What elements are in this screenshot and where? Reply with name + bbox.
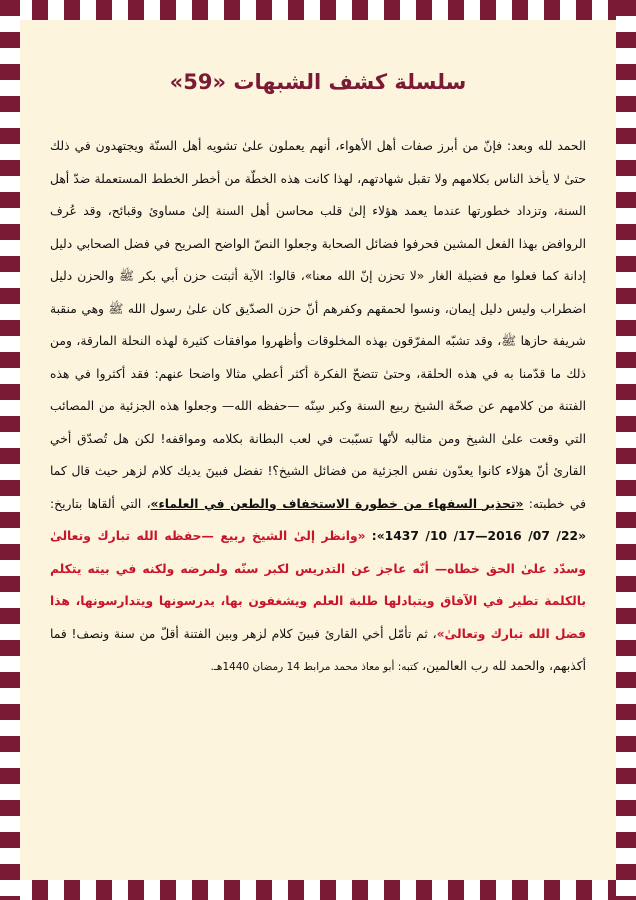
paragraph-part-3: ، ثم تأمّل أخي القارئ فبينَ كلام لزهر وبين الفتنة أقلّ من سنة ونصف! فما أكذبهم، والحمد لله رب العالمين، <box>50 626 586 673</box>
sermon-title: «تحذير السفهاء من خطورة الاستخفاف والطعن في العلماء» <box>150 496 524 511</box>
paragraph-part-2: ، التي ألقاها بتاريخ: <box>50 496 151 511</box>
red-quote: «وانظر إلىٰ الشيخ ربيع —حفظه الله تبارك وتعالىٰ وسدّد علىٰ الحق خطاه— أنّه عاجز عن التدريس لكبر سنّه ولمرضه ولكنه في بيته يتكلم بالكلمة تطير في الآفاق ويتبادلها طلبة العلم ويشغفون بها، يدرسونها ويتدارسونها، هذا فضل الله تبارك وتعالىٰ» <box>50 529 586 641</box>
page-title: سلسلة كشف الشبهات «59» <box>169 70 467 94</box>
signature: كتبه: أبو معاذ محمد مرابط 14 رمضان 1440هـ. <box>210 661 419 673</box>
date-reference: «22/ 07/ 2016—17/ 10/ 1437»: <box>371 529 587 543</box>
article-body <box>50 130 586 684</box>
paragraph-part-1: الحمد لله وبعد: فإنّ من أبرز صفات أهل الأهواء، أنهم يعملون علىٰ تشويه أهل السنّة ويجتهدون في ذلك حتىٰ لا يأخذ الناس بكلامهم ولا تقبل شهادتهم، لهذا كانت هذه الخطّة من أخطر الخطط المستعملة ضدّ أهل السنة، وتزداد خطورتها عندما يعمد هؤلاء إلىٰ قلب محاسن أهل السنة إلىٰ مساوئ وقبائح، وقد عُرف الروافض بهذا الفعل المشين فحرفوا فضائل الصحابة وجعلوا النصّ الواضح الصريح في فضل الصحابي دليل إدانة كما فعلوا مع فضيلة الغار «لا تحزن إنّ الله معنا»، قالوا: الآية أثبتت حزن أبي بكر ﷺ والحزن دليل اضطراب وليس دليل إيمان، ونسوا لحمقهم وكفرهم أنّ حزن الصدّيق كان علىٰ رسول الله ﷺ وهي منقبة شريفة حازها ﷺ، وقد تشبّه المفرّقون بهذه المخلوقات وأظهروا موافقات كثيرة لهذه النحلة المارقة، ومن ذلك ما قدّمنا به في هذه الحلقة، وحتىٰ تتضحّ الفكرة أكثر أعطي مثالا واضحا عنهم: فقد أكثروا في هذه الفتنة من كلامهم عن صحّة الشيخ ربيع السنة وكبر سِنّه —حفظه الله— وجعلوا هذه الجزئية من المصائب التي وقعت علىٰ الشيخ ومن مثالبه لأنّها تسبّبت في لعب البطانة بكلامه ومواقفه! لكن هل تُصدّق أخي القارئ أنّ هؤلاء كانوا يعدّون نفس الجزئية من فضائل الشيخ؟! تفضل فبينَ يديك كلام لزهر حيث قال كما في خطبته: <box>50 139 586 511</box>
article-paragraph <box>50 130 586 684</box>
top-border <box>0 0 636 20</box>
left-border <box>0 0 20 900</box>
right-border <box>616 0 636 900</box>
bottom-border <box>0 880 636 900</box>
